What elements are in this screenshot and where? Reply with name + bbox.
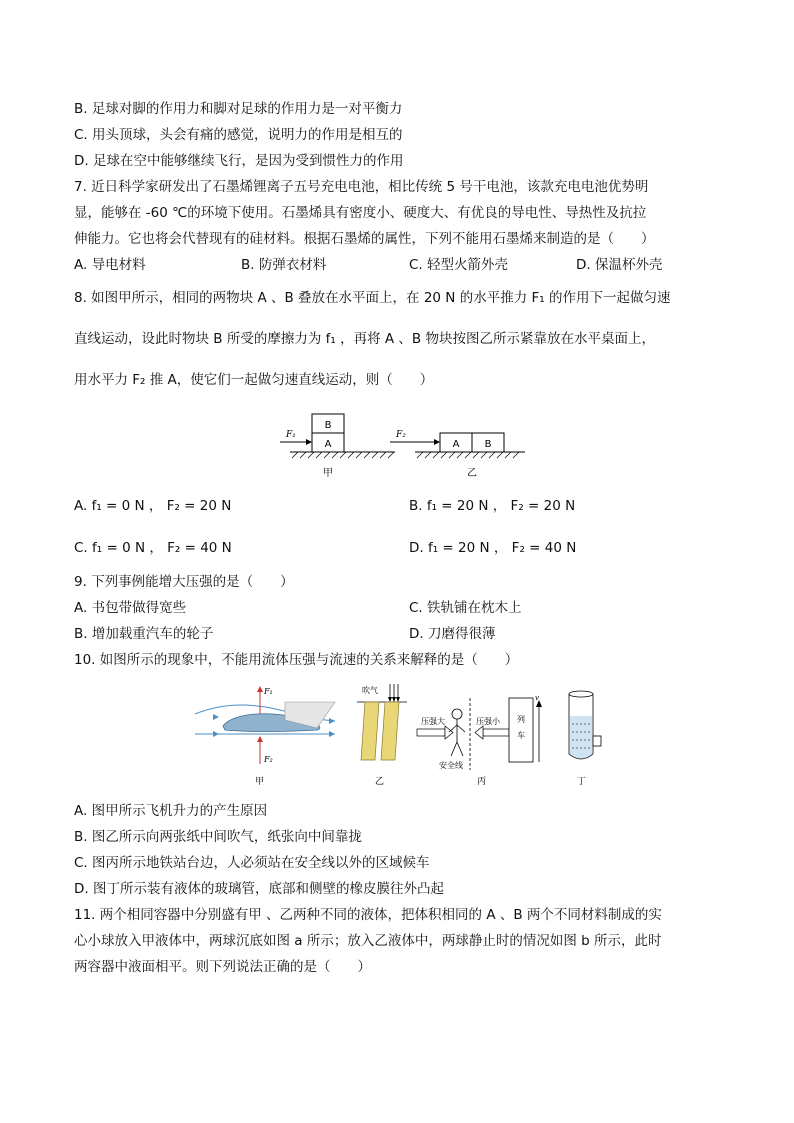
- q10-stem: 10. 如图所示的现象中，不能用流体压强与流速的关系来解释的是（ ）: [74, 652, 519, 668]
- lift-f2-label: F₂: [264, 755, 273, 764]
- q7-option-b: B. 防弹衣材料: [241, 257, 327, 273]
- figure-ding-label: 丁: [577, 777, 587, 787]
- figure-bing-label: 丙: [477, 777, 487, 787]
- block-b-top: B: [324, 420, 332, 431]
- q10-option-d: D. 图丁所示装有液体的玻璃管，底部和侧壁的橡皮膜往外凸起: [74, 881, 444, 897]
- q8-stem-line3: 用水平力 F₂ 推 A，使它们一起做匀速直线运动，则（ ）: [74, 372, 434, 388]
- q8-figure: [250, 408, 540, 488]
- block-b-row: B: [484, 439, 492, 450]
- force-f1-label: F₁: [286, 430, 296, 440]
- q9-option-d: D. 刀磨得很薄: [409, 626, 496, 642]
- q7-stem-line1: 7. 近日科学家研发出了石墨烯锂离子五号充电电池，相比传统 5 号干电池，该款充电电池优势明: [74, 179, 649, 195]
- q7-option-a: A. 导电材料: [74, 257, 146, 273]
- q7-option-d: D. 保温杯外壳: [576, 257, 663, 273]
- q9-option-b: B. 增加载重汽车的轮子: [74, 626, 214, 642]
- q9-option-c: C. 铁轨铺在枕木上: [409, 600, 522, 616]
- figure-jia-label: 甲: [255, 777, 265, 787]
- block-a-row: A: [452, 439, 460, 450]
- figure-ding-tube: [569, 691, 601, 787]
- q11-stem-line3: 两容器中液面相平。则下列说法正确的是（ ）: [74, 959, 371, 975]
- q8-option-b: B. f₁ = 20 N ， F₂ = 20 N: [409, 498, 576, 514]
- q10-option-c: C. 图丙所示地铁站台边，人必须站在安全线以外的区域候车: [74, 855, 430, 871]
- q9-option-a: A. 书包带做得宽些: [74, 600, 187, 616]
- q8-stem-line1: 8. 如图甲所示，相同的两物块 A 、B 叠放在水平面上，在 20 N 的水平推力 F₁ 的作用下一起做匀速: [74, 290, 671, 306]
- q6-option-d: D. 足球在空中能够继续飞行，是因为受到惯性力的作用: [74, 153, 404, 169]
- figure-bing-platform: [417, 694, 542, 787]
- q6-option-b: B. 足球对脚的作用力和脚对足球的作用力是一对平衡力: [74, 101, 403, 117]
- q11-stem-line2: 心小球放入甲液体中，两球沉底如图 a 所示；放入乙液体中，两球静止时的情况如图 b 所示，此时: [74, 933, 662, 949]
- figure-yi-label: 乙: [467, 468, 477, 479]
- q6-option-c: C. 用头顶球，头会有痛的感觉，说明力的作用是相互的: [74, 127, 403, 143]
- q8-option-c: C. f₁ = 0 N ， F₂ = 40 N: [74, 540, 232, 556]
- block-a-bottom: A: [324, 439, 332, 450]
- q10-option-b: B. 图乙所示向两张纸中间吹气，纸张向中间靠拢: [74, 829, 362, 845]
- figure-yi-papers: [357, 684, 407, 787]
- figure-yi-label: 乙: [375, 777, 385, 787]
- q7-stem-line3: 伸能力。它也将会代替现有的硅材料。根据石墨烯的属性，下列不能用石墨烯来制造的是（ ）: [74, 231, 655, 247]
- q8-option-a: A. f₁ = 0 N ， F₂ = 20 N: [74, 498, 232, 514]
- safety-line-label: 安全线: [439, 761, 463, 770]
- train-label-1: 列: [517, 715, 525, 724]
- q10-figure: [185, 680, 615, 792]
- figure-yi-row: [390, 430, 525, 479]
- force-f2-label: F₂: [396, 430, 406, 440]
- blow-label: 吹气: [362, 686, 378, 695]
- q8-stem-line2: 直线运动，设此时物块 B 所受的摩擦力为 f₁ ，再将 A 、B 物块按图乙所示紧靠放在水平桌面上，: [74, 331, 655, 347]
- figure-jia-wing: [195, 686, 335, 787]
- pressure-small-label: 压强小: [476, 717, 500, 726]
- q8-option-d: D. f₁ = 20 N ， F₂ = 40 N: [409, 540, 577, 556]
- figure-jia-label: 甲: [323, 468, 333, 479]
- q7-option-c: C. 轻型火箭外壳: [409, 257, 509, 273]
- lift-f1-label: F₁: [264, 687, 273, 696]
- figure-jia-stack: [280, 414, 395, 479]
- q7-stem-line2: 显，能够在 -60 ℃的环境下使用。石墨烯具有密度小、硬度大、有优良的导电性、导热性及抗拉: [74, 205, 647, 221]
- q10-option-a: A. 图甲所示飞机升力的产生原因: [74, 803, 268, 819]
- velocity-label: v: [535, 694, 539, 702]
- q11-stem-line1: 11. 两个相同容器中分别盛有甲 、乙两种不同的液体，把体积相同的 A 、B 两个不同材料制成的实: [74, 907, 662, 923]
- pressure-big-label: 压强大: [421, 717, 445, 726]
- q9-stem: 9. 下列事例能增大压强的是（ ）: [74, 574, 294, 590]
- train-label-2: 车: [517, 731, 525, 740]
